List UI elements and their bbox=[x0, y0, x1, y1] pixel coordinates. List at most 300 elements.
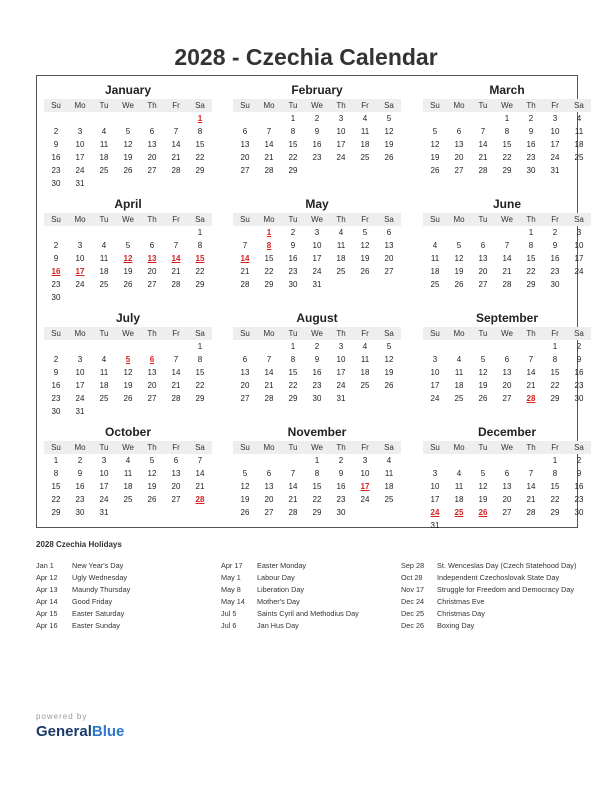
weekday-header: Fr bbox=[353, 213, 377, 226]
weekday-header: Mo bbox=[68, 441, 92, 454]
day-cell: 11 bbox=[360, 355, 370, 364]
day-cell: 11 bbox=[430, 254, 440, 263]
day-cell: 21 bbox=[502, 267, 512, 276]
day-cell: 8 bbox=[552, 355, 558, 364]
day-cell: 20 bbox=[502, 381, 512, 390]
month-days-grid bbox=[233, 327, 401, 405]
day-cell: 24 bbox=[550, 153, 560, 162]
weekday-header: We bbox=[116, 327, 140, 340]
weekday-header: Th bbox=[329, 213, 353, 226]
holiday-name: Christmas Day bbox=[437, 609, 485, 618]
month-july bbox=[44, 309, 212, 418]
day-cell: 21 bbox=[264, 153, 274, 162]
day-cell: 8 bbox=[290, 127, 296, 136]
day-cell: 14 bbox=[478, 140, 488, 149]
day-cell: 27 bbox=[264, 508, 274, 517]
weekday-header: We bbox=[116, 213, 140, 226]
empty-day-cell bbox=[164, 226, 188, 239]
day-cell: 31 bbox=[75, 179, 85, 188]
day-cell: 27 bbox=[502, 508, 512, 517]
day-cell: 16 bbox=[51, 381, 61, 390]
holiday-entry bbox=[36, 584, 216, 596]
day-cell: 12 bbox=[478, 482, 488, 491]
day-cell: 12 bbox=[384, 355, 394, 364]
month-name: December bbox=[477, 425, 537, 439]
day-cell: 20 bbox=[454, 153, 464, 162]
month-days-grid bbox=[233, 213, 401, 291]
day-cell: 9 bbox=[576, 355, 582, 364]
weekday-header: Su bbox=[423, 327, 447, 340]
day-cell: 1 bbox=[504, 114, 510, 123]
month-name: October bbox=[104, 425, 151, 439]
day-cell: 1 bbox=[290, 342, 296, 351]
empty-day-cell bbox=[116, 226, 140, 239]
day-cell: 15 bbox=[526, 254, 536, 263]
day-cell: 11 bbox=[99, 140, 109, 149]
empty-day-cell bbox=[495, 226, 519, 239]
day-cell: 15 bbox=[550, 482, 560, 491]
day-cell: 25 bbox=[123, 495, 133, 504]
weekday-header: Sa bbox=[377, 99, 401, 112]
weekday-header: Mo bbox=[257, 441, 281, 454]
day-cell: 19 bbox=[123, 267, 133, 276]
weekday-header: Tu bbox=[471, 441, 495, 454]
month-days-grid bbox=[44, 99, 212, 190]
weekday-header: Tu bbox=[281, 213, 305, 226]
holiday-entry bbox=[401, 596, 581, 608]
day-cell: 10 bbox=[312, 241, 322, 250]
holiday-entry bbox=[221, 572, 401, 584]
weekday-header: Mo bbox=[447, 441, 471, 454]
day-cell: 15 bbox=[312, 482, 322, 491]
holiday-day-cell: 1 bbox=[266, 228, 272, 237]
day-cell: 15 bbox=[502, 140, 512, 149]
day-cell: 16 bbox=[51, 153, 61, 162]
day-cell: 1 bbox=[197, 342, 203, 351]
day-cell: 8 bbox=[552, 469, 558, 478]
day-cell: 27 bbox=[171, 495, 181, 504]
day-cell: 31 bbox=[312, 280, 322, 289]
holiday-day-cell: 28 bbox=[195, 495, 205, 504]
day-cell: 24 bbox=[360, 495, 370, 504]
day-cell: 10 bbox=[550, 127, 560, 136]
weekday-header: Fr bbox=[164, 327, 188, 340]
day-cell: 29 bbox=[195, 394, 205, 403]
holiday-day-cell: 5 bbox=[125, 355, 131, 364]
holiday-date: Sep 28 bbox=[401, 561, 425, 570]
day-cell: 3 bbox=[432, 355, 438, 364]
day-cell: 14 bbox=[264, 368, 274, 377]
day-cell: 1 bbox=[528, 228, 534, 237]
day-cell: 4 bbox=[125, 456, 131, 465]
day-cell: 28 bbox=[171, 280, 181, 289]
holiday-date: Apr 14 bbox=[36, 597, 58, 606]
day-cell: 23 bbox=[51, 394, 61, 403]
day-cell: 25 bbox=[360, 153, 370, 162]
day-cell: 14 bbox=[195, 469, 205, 478]
day-cell: 19 bbox=[430, 153, 440, 162]
day-cell: 24 bbox=[430, 394, 440, 403]
month-days-grid bbox=[423, 213, 591, 291]
day-cell: 24 bbox=[75, 166, 85, 175]
day-cell: 28 bbox=[171, 394, 181, 403]
day-cell: 4 bbox=[576, 114, 582, 123]
weekday-header: Sa bbox=[567, 327, 591, 340]
weekday-header: Mo bbox=[68, 327, 92, 340]
holiday-date: Apr 13 bbox=[36, 585, 58, 594]
day-cell: 30 bbox=[550, 280, 560, 289]
weekday-header: Th bbox=[519, 213, 543, 226]
weekday-header: Th bbox=[329, 441, 353, 454]
day-cell: 23 bbox=[288, 267, 298, 276]
holiday-entry bbox=[221, 608, 401, 620]
month-days-grid bbox=[233, 441, 401, 519]
weekday-header: Sa bbox=[377, 213, 401, 226]
month-may bbox=[233, 195, 401, 291]
day-cell: 26 bbox=[147, 495, 157, 504]
empty-day-cell bbox=[164, 112, 188, 125]
month-november bbox=[233, 423, 401, 519]
holiday-entry bbox=[401, 584, 581, 596]
holiday-entry bbox=[221, 620, 401, 632]
day-cell: 7 bbox=[197, 456, 203, 465]
day-cell: 27 bbox=[384, 267, 394, 276]
month-september bbox=[423, 309, 591, 405]
holiday-date: Oct 28 bbox=[401, 573, 423, 582]
day-cell: 28 bbox=[502, 280, 512, 289]
weekday-header: Mo bbox=[447, 327, 471, 340]
holiday-entry bbox=[401, 620, 581, 632]
day-cell: 4 bbox=[338, 228, 344, 237]
holiday-day-cell: 8 bbox=[266, 241, 272, 250]
day-cell: 5 bbox=[480, 355, 486, 364]
holiday-day-cell: 26 bbox=[478, 508, 488, 517]
empty-day-cell bbox=[257, 340, 281, 353]
day-cell: 9 bbox=[53, 368, 59, 377]
day-cell: 31 bbox=[430, 521, 440, 530]
holiday-name: Saints Cyril and Methodius Day bbox=[257, 609, 359, 618]
day-cell: 26 bbox=[123, 166, 133, 175]
day-cell: 16 bbox=[526, 140, 536, 149]
day-cell: 18 bbox=[384, 482, 394, 491]
weekday-header: Su bbox=[233, 213, 257, 226]
holiday-name: Boxing Day bbox=[437, 621, 475, 630]
day-cell: 20 bbox=[147, 267, 157, 276]
day-cell: 2 bbox=[552, 228, 558, 237]
day-cell: 11 bbox=[360, 127, 370, 136]
day-cell: 4 bbox=[101, 355, 107, 364]
day-cell: 23 bbox=[574, 381, 584, 390]
weekday-header: Fr bbox=[353, 441, 377, 454]
day-cell: 25 bbox=[99, 166, 109, 175]
day-cell: 2 bbox=[53, 355, 59, 364]
month-name: July bbox=[115, 311, 140, 325]
day-cell: 29 bbox=[312, 508, 322, 517]
day-cell: 13 bbox=[240, 368, 250, 377]
month-days-grid bbox=[423, 99, 591, 177]
weekday-header: Su bbox=[423, 213, 447, 226]
day-cell: 18 bbox=[574, 140, 584, 149]
day-cell: 22 bbox=[264, 267, 274, 276]
day-cell: 22 bbox=[195, 381, 205, 390]
day-cell: 19 bbox=[360, 254, 370, 263]
day-cell: 23 bbox=[312, 381, 322, 390]
day-cell: 19 bbox=[240, 495, 250, 504]
day-cell: 15 bbox=[264, 254, 274, 263]
day-cell: 5 bbox=[125, 241, 131, 250]
weekday-header: Mo bbox=[447, 213, 471, 226]
day-cell: 21 bbox=[240, 267, 250, 276]
day-cell: 22 bbox=[550, 495, 560, 504]
day-cell: 11 bbox=[99, 368, 109, 377]
empty-day-cell bbox=[471, 112, 495, 125]
month-days-grid bbox=[423, 327, 591, 405]
day-cell: 15 bbox=[288, 140, 298, 149]
day-cell: 20 bbox=[478, 267, 488, 276]
day-cell: 4 bbox=[101, 127, 107, 136]
day-cell: 3 bbox=[552, 114, 558, 123]
day-cell: 31 bbox=[336, 394, 346, 403]
day-cell: 23 bbox=[51, 280, 61, 289]
day-cell: 16 bbox=[336, 482, 346, 491]
day-cell: 18 bbox=[99, 267, 109, 276]
day-cell: 2 bbox=[314, 342, 320, 351]
holiday-entry bbox=[401, 608, 581, 620]
empty-day-cell bbox=[471, 454, 495, 467]
day-cell: 4 bbox=[456, 469, 462, 478]
day-cell: 18 bbox=[454, 381, 464, 390]
empty-day-cell bbox=[140, 340, 164, 353]
weekday-header: Sa bbox=[567, 99, 591, 112]
holiday-entry bbox=[221, 560, 401, 572]
holiday-day-cell: 1 bbox=[197, 114, 203, 123]
day-cell: 16 bbox=[312, 368, 322, 377]
brand-footer bbox=[36, 712, 124, 740]
day-cell: 8 bbox=[290, 355, 296, 364]
day-cell: 11 bbox=[574, 127, 584, 136]
day-cell: 20 bbox=[384, 254, 394, 263]
empty-day-cell bbox=[471, 340, 495, 353]
month-october bbox=[44, 423, 212, 519]
holiday-name: Labour Day bbox=[257, 573, 295, 582]
day-cell: 20 bbox=[171, 482, 181, 491]
month-name: February bbox=[291, 83, 343, 97]
day-cell: 27 bbox=[502, 394, 512, 403]
weekday-header: Fr bbox=[353, 327, 377, 340]
day-cell: 21 bbox=[171, 267, 181, 276]
empty-day-cell bbox=[92, 340, 116, 353]
weekday-header: Mo bbox=[257, 327, 281, 340]
day-cell: 12 bbox=[360, 241, 370, 250]
day-cell: 10 bbox=[574, 241, 584, 250]
day-cell: 1 bbox=[53, 456, 59, 465]
day-cell: 16 bbox=[75, 482, 85, 491]
day-cell: 6 bbox=[504, 355, 510, 364]
day-cell: 12 bbox=[454, 254, 464, 263]
day-cell: 10 bbox=[336, 355, 346, 364]
weekday-header: Mo bbox=[68, 99, 92, 112]
month-december bbox=[423, 423, 591, 532]
day-cell: 14 bbox=[502, 254, 512, 263]
month-days-grid bbox=[44, 441, 212, 519]
day-cell: 31 bbox=[99, 508, 109, 517]
day-cell: 5 bbox=[242, 469, 248, 478]
day-cell: 29 bbox=[264, 280, 274, 289]
day-cell: 29 bbox=[526, 280, 536, 289]
day-cell: 26 bbox=[384, 381, 394, 390]
weekday-header: Th bbox=[519, 327, 543, 340]
holiday-day-cell: 6 bbox=[149, 355, 155, 364]
day-cell: 28 bbox=[526, 508, 536, 517]
day-cell: 11 bbox=[336, 241, 346, 250]
weekday-header: Tu bbox=[471, 99, 495, 112]
weekday-header: Th bbox=[140, 441, 164, 454]
day-cell: 7 bbox=[266, 355, 272, 364]
day-cell: 13 bbox=[478, 254, 488, 263]
day-cell: 10 bbox=[336, 127, 346, 136]
weekday-header: Su bbox=[44, 213, 68, 226]
holiday-date: Jul 6 bbox=[221, 621, 237, 630]
holiday-name: Good Friday bbox=[72, 597, 113, 606]
month-june bbox=[423, 195, 591, 291]
day-cell: 14 bbox=[171, 368, 181, 377]
day-cell: 12 bbox=[478, 368, 488, 377]
day-cell: 20 bbox=[147, 153, 157, 162]
empty-day-cell bbox=[68, 226, 92, 239]
day-cell: 5 bbox=[386, 342, 392, 351]
day-cell: 24 bbox=[336, 153, 346, 162]
day-cell: 3 bbox=[338, 342, 344, 351]
empty-day-cell bbox=[233, 340, 257, 353]
day-cell: 8 bbox=[197, 127, 203, 136]
day-cell: 6 bbox=[242, 355, 248, 364]
day-cell: 10 bbox=[360, 469, 370, 478]
day-cell: 22 bbox=[195, 267, 205, 276]
weekday-header: Th bbox=[519, 441, 543, 454]
month-march bbox=[423, 81, 591, 177]
day-cell: 21 bbox=[526, 495, 536, 504]
day-cell: 31 bbox=[75, 407, 85, 416]
day-cell: 29 bbox=[550, 394, 560, 403]
day-cell: 24 bbox=[336, 381, 346, 390]
month-august bbox=[233, 309, 401, 405]
day-cell: 21 bbox=[171, 153, 181, 162]
day-cell: 17 bbox=[574, 254, 584, 263]
holiday-name: New Year's Day bbox=[72, 561, 124, 570]
day-cell: 30 bbox=[574, 394, 584, 403]
day-cell: 26 bbox=[123, 394, 133, 403]
holiday-date: Dec 26 bbox=[401, 621, 425, 630]
day-cell: 23 bbox=[51, 166, 61, 175]
day-cell: 10 bbox=[430, 482, 440, 491]
holiday-day-cell: 14 bbox=[171, 254, 181, 263]
weekday-header: Tu bbox=[92, 441, 116, 454]
day-cell: 9 bbox=[53, 140, 59, 149]
generalblue-logo[interactable] bbox=[36, 723, 124, 740]
weekday-header: Mo bbox=[447, 99, 471, 112]
day-cell: 2 bbox=[53, 241, 59, 250]
month-name: August bbox=[296, 311, 338, 325]
day-cell: 27 bbox=[478, 280, 488, 289]
day-cell: 10 bbox=[430, 368, 440, 377]
day-cell: 16 bbox=[574, 482, 584, 491]
empty-day-cell bbox=[447, 112, 471, 125]
weekday-header: Su bbox=[233, 441, 257, 454]
empty-day-cell bbox=[257, 454, 281, 467]
day-cell: 12 bbox=[147, 469, 157, 478]
empty-day-cell bbox=[423, 112, 447, 125]
day-cell: 25 bbox=[454, 394, 464, 403]
day-cell: 9 bbox=[552, 241, 558, 250]
holiday-entry bbox=[401, 560, 581, 572]
holiday-list-column-2 bbox=[221, 560, 401, 632]
empty-day-cell bbox=[447, 340, 471, 353]
empty-day-cell bbox=[68, 112, 92, 125]
day-cell: 7 bbox=[528, 469, 534, 478]
day-cell: 27 bbox=[454, 166, 464, 175]
day-cell: 26 bbox=[360, 267, 370, 276]
day-cell: 17 bbox=[99, 482, 109, 491]
month-days-grid bbox=[423, 441, 591, 532]
day-cell: 23 bbox=[526, 153, 536, 162]
day-cell: 11 bbox=[123, 469, 133, 478]
day-cell: 12 bbox=[384, 127, 394, 136]
day-cell: 16 bbox=[550, 254, 560, 263]
empty-day-cell bbox=[423, 226, 447, 239]
day-cell: 26 bbox=[384, 153, 394, 162]
holiday-name: Christmas Eve bbox=[437, 597, 485, 606]
day-cell: 17 bbox=[336, 368, 346, 377]
month-name: April bbox=[114, 197, 142, 211]
day-cell: 26 bbox=[430, 166, 440, 175]
holiday-name: Ugly Wednesday bbox=[72, 573, 128, 582]
day-cell: 13 bbox=[502, 482, 512, 491]
day-cell: 21 bbox=[478, 153, 488, 162]
weekday-header: Fr bbox=[543, 327, 567, 340]
day-cell: 24 bbox=[75, 394, 85, 403]
day-cell: 30 bbox=[75, 508, 85, 517]
holiday-entry bbox=[221, 584, 401, 596]
day-cell: 8 bbox=[197, 355, 203, 364]
holiday-date: Apr 12 bbox=[36, 573, 58, 582]
day-cell: 30 bbox=[312, 394, 322, 403]
weekday-header: Su bbox=[423, 99, 447, 112]
holiday-day-cell: 15 bbox=[195, 254, 205, 263]
day-cell: 17 bbox=[550, 140, 560, 149]
day-cell: 3 bbox=[77, 355, 83, 364]
weekday-header: Fr bbox=[543, 99, 567, 112]
day-cell: 27 bbox=[147, 166, 157, 175]
day-cell: 5 bbox=[362, 228, 368, 237]
day-cell: 14 bbox=[264, 140, 274, 149]
weekday-header: Su bbox=[423, 441, 447, 454]
day-cell: 29 bbox=[550, 508, 560, 517]
holiday-day-cell: 25 bbox=[454, 508, 464, 517]
holiday-day-cell: 16 bbox=[51, 267, 61, 276]
holiday-date: May 8 bbox=[221, 585, 241, 594]
day-cell: 19 bbox=[478, 381, 488, 390]
day-cell: 11 bbox=[454, 368, 464, 377]
day-cell: 13 bbox=[171, 469, 181, 478]
day-cell: 3 bbox=[314, 228, 320, 237]
weekday-header: We bbox=[495, 213, 519, 226]
month-days-grid bbox=[233, 99, 401, 177]
weekday-header: Tu bbox=[92, 99, 116, 112]
day-cell: 3 bbox=[362, 456, 368, 465]
day-cell: 2 bbox=[53, 127, 59, 136]
holiday-entry bbox=[36, 596, 216, 608]
day-cell: 2 bbox=[528, 114, 534, 123]
